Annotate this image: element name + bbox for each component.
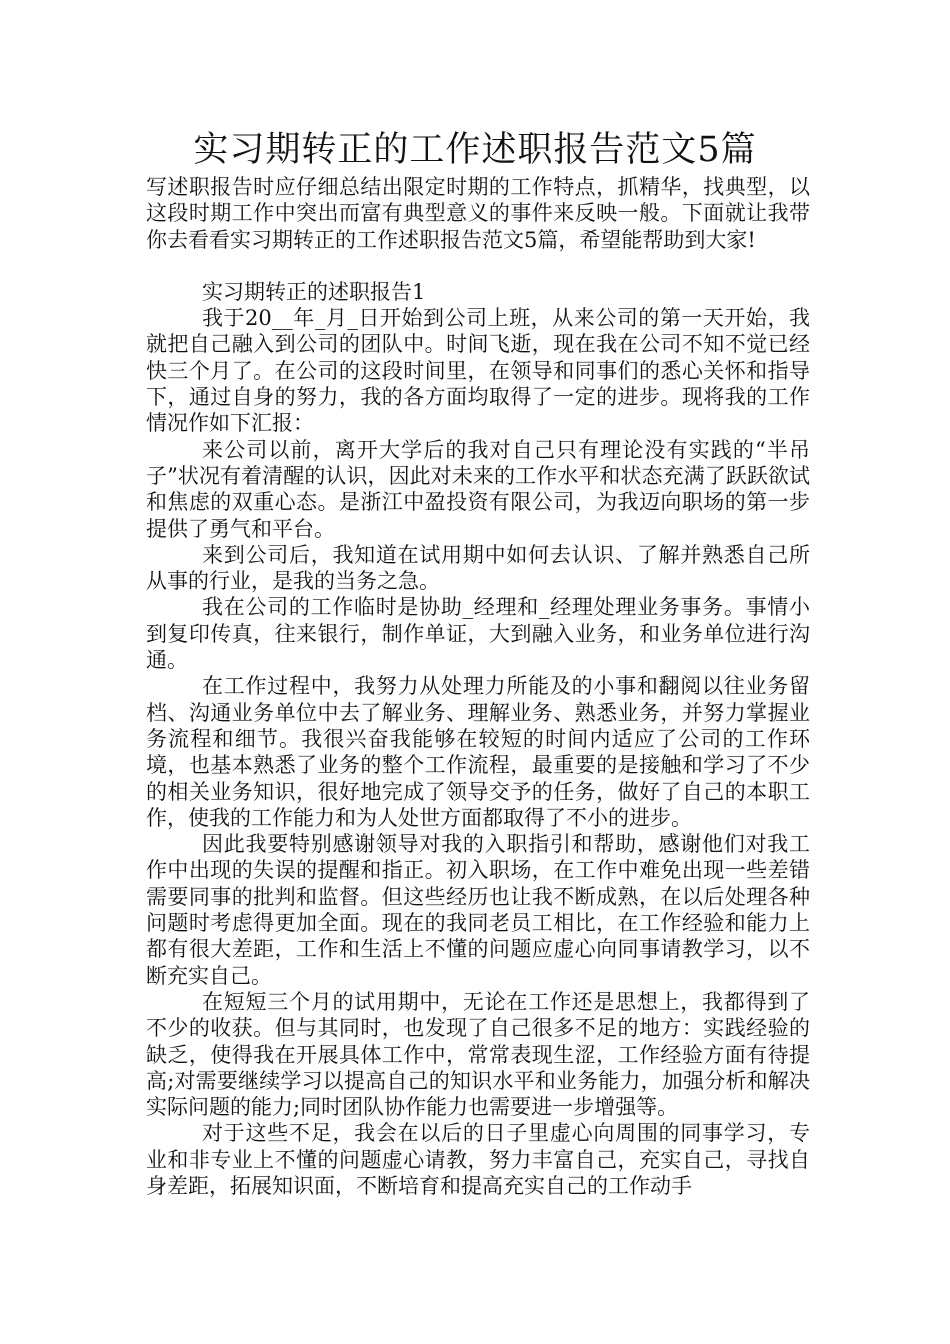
body-paragraph: 因此我要特别感谢领导对我的入职指引和帮助，感谢他们对我工作中出现的失误的提醒和指正。初入职场，在工作中难免出现一些差错需要同事的批判和监督。但这些经历也让我不断成熟，在以后处理各种问题时考虑得更加全面。现在的我同老员工相比，在工作经验和能力上都有很大差距，工作和生活上不懂的问题应虚心向同事请教学习，以不断充实自己。 <box>146 832 810 988</box>
document-title: 实习期转正的工作述职报告范文5篇 <box>193 130 757 170</box>
intro-paragraph: 写述职报告时应仔细总结出限定时期的工作特点，抓精华，找典型，以这段时期工作中突出而富有典型意义的事件来反映一般。下面就让我带你去看看实习期转正的工作述职报告范文5篇，希望能帮助到大家! <box>146 175 810 252</box>
body-paragraph: 在短短三个月的试用期中，无论在工作还是思想上，我都得到了不少的收获。但与其同时，也发现了自己很多不足的地方：实践经验的缺乏，使得我在开展具体工作中，常常表现生涩，工作经验方面有待提高;对需要继续学习以提高自己的知识水平和业务能力，加强分析和解决实际问题的能力;同时团队协作能力也需要进一步增强等。 <box>146 989 810 1120</box>
body-paragraph: 在工作过程中，我努力从处理力所能及的小事和翻阅以往业务留档、沟通业务单位中去了解业务、理解业务、熟悉业务，并努力掌握业务流程和细节。我很兴奋我能够在较短的时间内适应了公司的工作环境，也基本熟悉了业务的整个工作流程，最重要的是接触和学习了不少的相关业务知识，很好地完成了领导交予的任务，做好了自己的本职工作，使我的工作能力和为人处世方面都取得了不小的进步。 <box>146 674 810 830</box>
body-paragraph: 来公司以前，离开大学后的我对自己只有理论没有实践的“半吊子”状况有着清醒的认识，因此对未来的工作水平和状态充满了跃跃欲试和焦虑的双重心态。是浙江中盈投资有限公司，为我迈向职场的第一步提供了勇气和平台。 <box>146 437 810 541</box>
body-paragraph: 对于这些不足，我会在以后的日子里虚心向周围的同事学习，专业和非专业上不懂的问题虚心请教，努力丰富自己，充实自己，寻找自身差距，拓展知识面，不断培育和提高充实自己的工作动手 <box>146 1121 810 1198</box>
body-paragraph: 来到公司后，我知道在试用期中如何去认识、了解并熟悉自己所从事的行业，是我的当务之急。 <box>146 542 810 594</box>
section-heading: 实习期转正的述职报告1 <box>202 279 426 304</box>
document-body <box>146 174 810 1199</box>
body-paragraph: 我在公司的工作临时是协助_经理和_经理处理业务事务。事情小到复印传真，往来银行，制作单证，大到融入业务，和业务单位进行沟通。 <box>146 595 810 673</box>
body-paragraph: 我于20__年_月_日开始到公司上班，从来公司的第一天开始，我就把自己融入到公司的团队中。时间飞逝，现在我在公司不知不觉已经快三个月了。在公司的这段时间里，在领导和同事们的悉心关怀和指导下，通过自身的努力，我的各方面均取得了一定的进步。现将我的工作情况作如下汇报： <box>146 306 810 436</box>
